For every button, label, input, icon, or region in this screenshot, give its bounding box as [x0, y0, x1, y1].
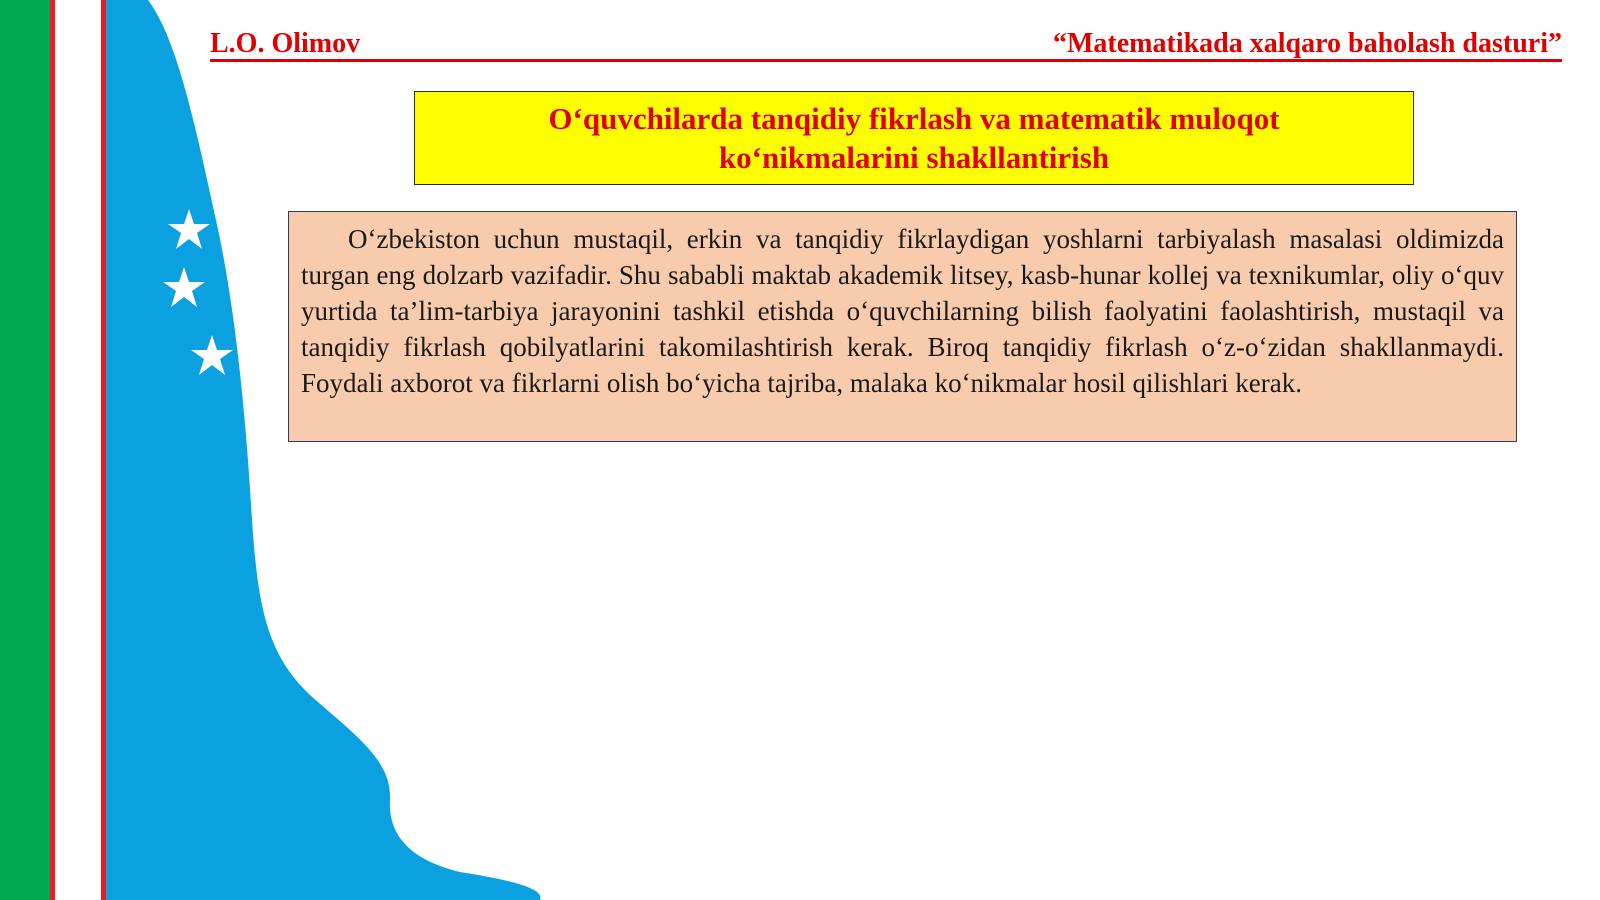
- slide-title-box: [414, 91, 1414, 185]
- program-title: “Matematikada xalqaro baholash dasturi”: [1053, 28, 1562, 59]
- flag-green-stripe: [0, 0, 50, 900]
- slide-title-line-2: ko‘nikmalarini shakllantirish: [718, 140, 1110, 175]
- flag-red-line-left: [50, 0, 55, 900]
- page-header: [210, 26, 1562, 62]
- flag-red-line-right: [101, 0, 106, 900]
- slide-title-line-1: O‘quvchilarda tanqidiy fikrlash va matematik muloqot: [548, 101, 1280, 136]
- body-paragraph: O‘zbekiston uchun mustaqil, erkin va tanqidiy fikrlaydigan yoshlarni tarbiyalash masalasi oldimizda turgan eng dolzarb vazifadir. Shu sababli maktab akademik litsey, kasb-hunar kollej va texnikumlar, oliy o‘quv yurtida ta’lim-tarbiya jarayonini tashkil etishda o‘quvchilarning bilish faolyatini faolashtirish, mustaqil va tanqidiy fikrlash qobilyatlarini takomilashtirish kerak. Biroq tanqidiy fikrlash o‘z-o‘zidan shakllanmaydi. Foydali axborot va fikrlarni olish bo‘yicha tajriba, malaka ko‘nikmalar hosil qilishlari kerak.: [301, 224, 1504, 398]
- author-name: L.O. Olimov: [210, 28, 361, 59]
- flag-white-stripe: [50, 0, 103, 900]
- body-text-box: [288, 211, 1517, 442]
